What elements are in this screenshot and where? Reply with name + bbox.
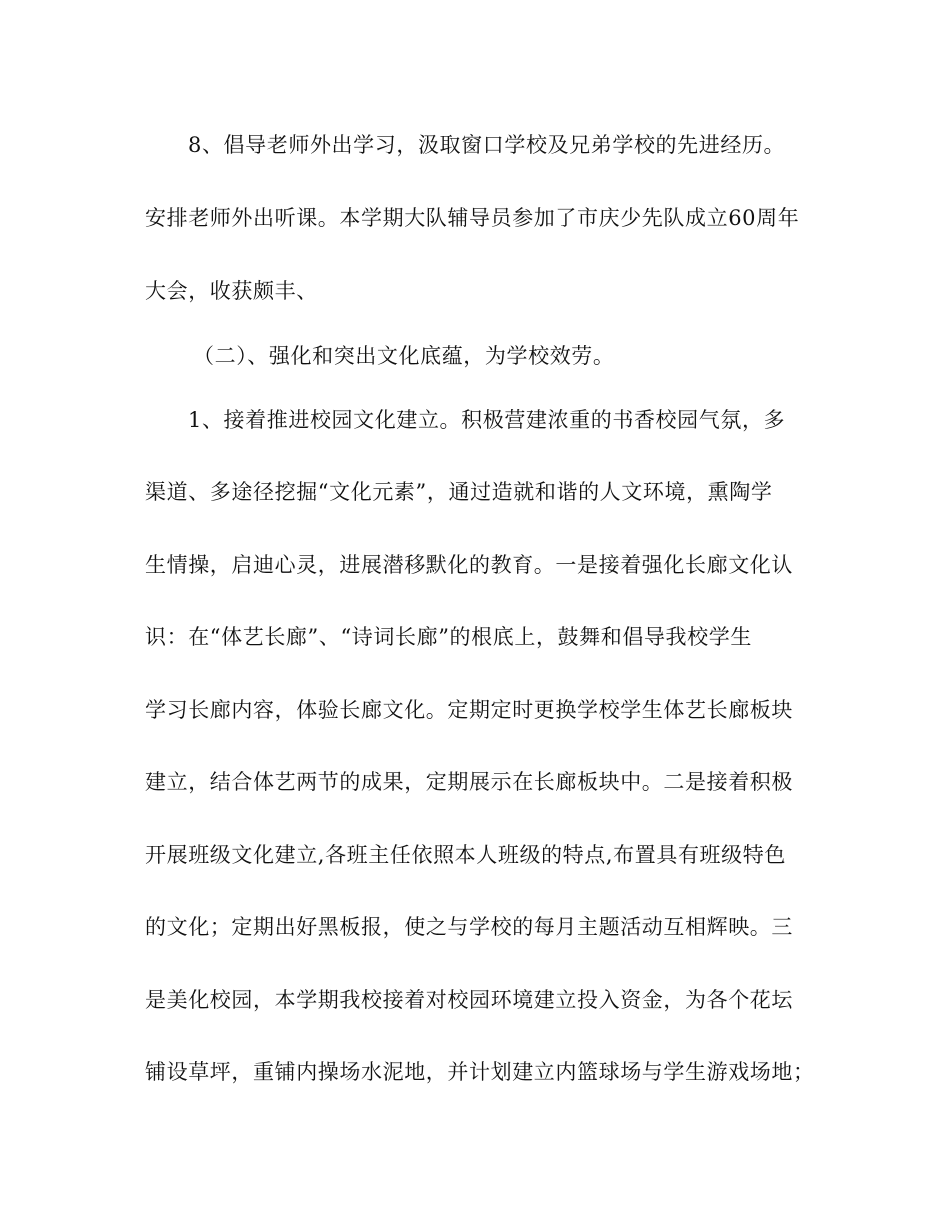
paragraph-1-line-7: 开展班级文化建立,各班主任依照本人班级的特点,布置具有班级特色 (145, 843, 786, 867)
paragraph-1-line-2: 渠道、多途径挖掘“文化元素”，通过造就和谐的人文环境，熏陶学 (145, 480, 773, 504)
paragraph-1-line-9: 是美化校园，本学期我校接着对校园环境建立投入资金，为各个花坛 (145, 988, 793, 1012)
paragraph-1-line-5: 学习长廊内容，体验长廊文化。定期定时更换学校学生体艺长廊板块 (145, 698, 793, 722)
paragraph-1-line-1: 1、接着推进校园文化建立。积极营建浓重的书香校园气氛，多 (188, 408, 786, 432)
paragraph-8-line-2: 安排老师外出听课。本学期大队辅导员参加了市庆少先队成立60周年 (145, 206, 800, 230)
paragraph-1-line-4: 识：在“体艺长廊”、“诗词长廊”的根底上，鼓舞和倡导我校学生 (145, 625, 752, 649)
paragraph-8-line-1: 8、倡导老师外出学习，汲取窗口学校及兄弟学校的先进经历。 (188, 133, 786, 157)
paragraph-1-line-8: 的文化；定期出好黑板报，使之与学校的每月主题活动互相辉映。三 (145, 915, 793, 939)
paragraph-1-line-3: 生情操，启迪心灵，进展潜移默化的教育。一是接着强化长廊文化认 (145, 553, 793, 577)
section-heading-2: （二）、强化和突出文化底蕴，为学校效劳。 (193, 344, 615, 368)
paragraph-1-line-10: 铺设草坪，重铺内操场水泥地，并计划建立内篮球场与学生游戏场地； (145, 1060, 815, 1084)
paragraph-8-line-3: 大会，收获颇丰、 (145, 279, 318, 303)
paragraph-1-line-6: 建立，结合体艺两节的成果，定期展示在长廊板块中。二是接着积极 (145, 770, 793, 794)
